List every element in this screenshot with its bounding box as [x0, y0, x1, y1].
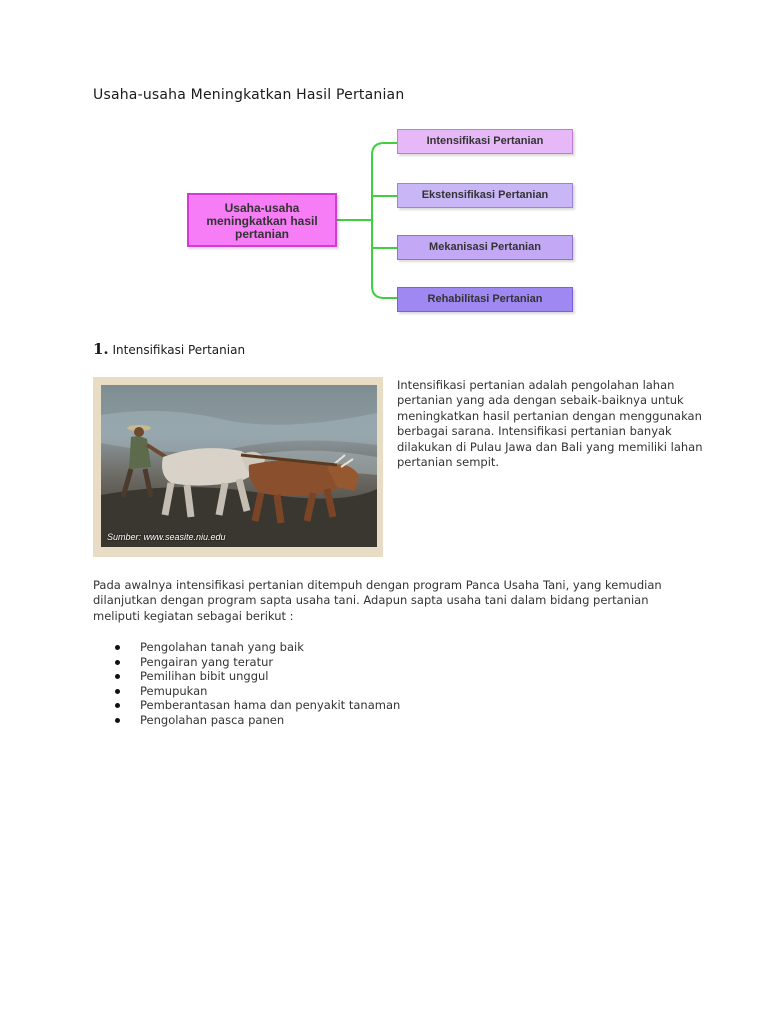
branch-intensifikasi: Intensifikasi Pertanian	[397, 129, 573, 154]
root-line-2: meningkatkan hasil	[206, 214, 318, 228]
concept-diagram	[0, 0, 768, 330]
list-item-text: Pemilihan bibit unggul	[140, 669, 269, 684]
diagram-connectors	[0, 0, 768, 330]
section-title: Intensifikasi Pertanian	[112, 343, 246, 357]
image-caption: Sumber: www.seasite.niu.edu	[107, 532, 226, 542]
list-item-text: Pengolahan pasca panen	[140, 712, 285, 727]
bullet-dot-icon	[115, 660, 120, 665]
bullet-dot-icon	[115, 689, 120, 694]
list-item	[93, 640, 400, 655]
list-item-text: Pengairan yang teratur	[140, 654, 274, 669]
branch-mekanisasi: Mekanisasi Pertanian	[397, 235, 573, 260]
bullet-dot-icon	[115, 674, 120, 679]
bullet-dot-icon	[115, 645, 120, 650]
photo-scene	[101, 385, 377, 547]
section-heading	[93, 340, 245, 358]
branch-ekstensifikasi: Ekstensifikasi Pertanian	[397, 183, 573, 208]
sapta-usaha-tani-paragraph: Pada awalnya intensifikasi pertanian ditempuh dengan program Panca Usaha Tani, yang kemudian dilanjutkan dengan program sapta usaha tani. Adapun sapta usaha tani dalam bidang pertanian meliputi kegiatan sebagai berikut :	[93, 578, 662, 623]
farmer-ox-plough-photo	[93, 377, 383, 557]
section-number: 1.	[93, 340, 109, 358]
list-item	[93, 684, 400, 699]
ox-plough-illustration	[101, 385, 377, 547]
list-item	[93, 655, 400, 670]
list-item	[93, 713, 400, 728]
connector-vertical	[372, 143, 384, 298]
list-item-text: Pemberantasan hama dan penyakit tanaman	[140, 698, 401, 713]
list-item	[93, 669, 400, 684]
list-item-text: Pemupukan	[140, 683, 208, 698]
list-item-text: Pengolahan tanah yang baik	[140, 640, 304, 654]
bullet-dot-icon	[115, 718, 120, 723]
intensifikasi-definition: Intensifikasi pertanian adalah pengolahan lahan pertanian yang ada dengan sebaik-baiknya untuk meningkatkan hasil pertanian dengan menggunakan berbagai sarana. Intensifikasi pertanian banyak dilakukan di Pulau Jawa dan Bali yang memiliki lahan pertanian sempit.	[397, 378, 703, 470]
bullet-dot-icon	[115, 703, 120, 708]
diagram-root-node	[187, 193, 337, 247]
root-line-3: pertanian	[234, 227, 289, 241]
root-line-1: Usaha-usaha	[224, 201, 300, 215]
branch-rehabilitasi: Rehabilitasi Pertanian	[397, 287, 573, 312]
sapta-usaha-tani-list	[93, 640, 400, 728]
list-item	[93, 698, 400, 713]
page-title: Usaha-usaha Meningkatkan Hasil Pertanian	[93, 87, 405, 103]
